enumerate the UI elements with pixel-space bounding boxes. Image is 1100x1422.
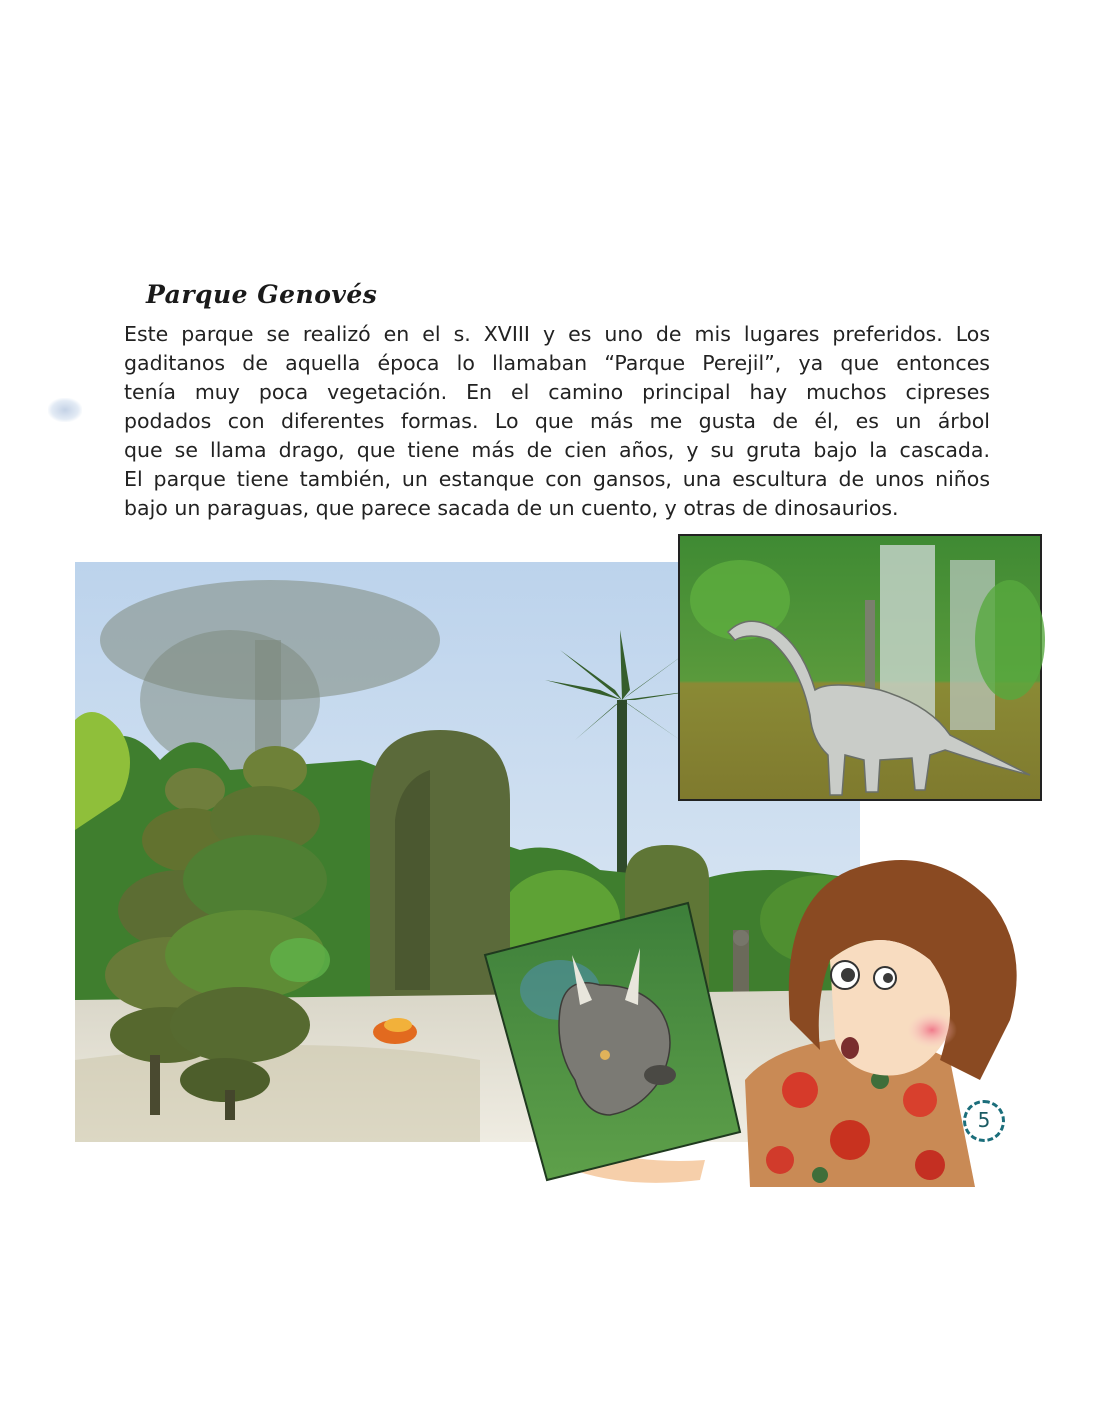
page-number-badge: 5 [963, 1100, 1005, 1142]
paragraph-line: gaditanos de aquella época lo llamaban “Parque Perejil”, ya que entonces [124, 351, 990, 375]
paragraph-line: tenía muy poca vegetación. En el camino principal hay muchos cipreses [124, 380, 990, 404]
page-title: Parque Genovés [146, 280, 378, 309]
paragraph-line: El parque tiene también, un estanque con gansos, una escultura de unos niños [124, 467, 990, 491]
paragraph-line: que se llama drago, que tiene más de cien años, y su gruta bajo la cascada. [124, 438, 990, 462]
paragraph-line: podados con diferentes formas. Lo que más me gusta de él, es un árbol [124, 409, 990, 433]
paragraph-line: bajo un paraguas, que parece sacada de un cuento, y otras de dinosaurios. [124, 496, 899, 520]
paragraph-line: Este parque se realizó en el s. XVIII y es uno de mis lugares preferidos. Los [124, 322, 990, 346]
brachiosaurus-inset-illustration [679, 535, 1045, 800]
